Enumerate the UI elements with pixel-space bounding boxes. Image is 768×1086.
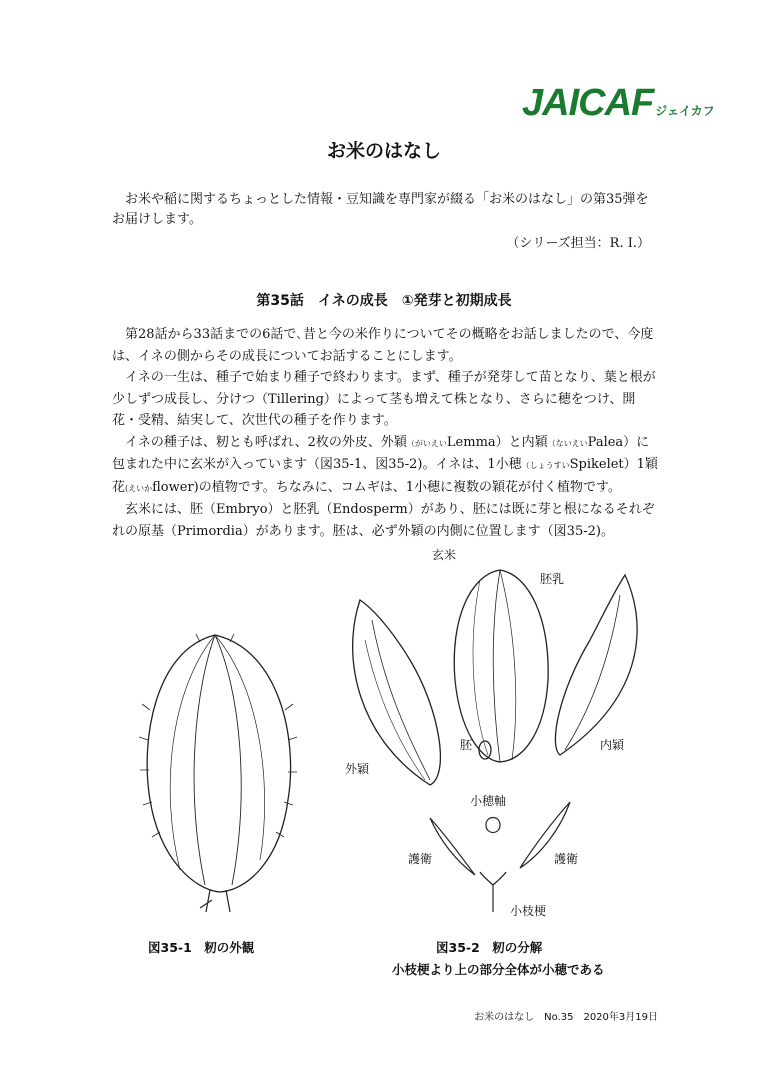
p3-part-d: Spikelet）1穎花: [112, 457, 658, 495]
paragraph-1: 第28話から33話までの6話で､昔と今の米作りについてその概略をお話しましたので、今度は、イネの側からその成長についてお話することにします。: [112, 327, 654, 364]
palea-illustration: [555, 575, 637, 755]
rice-grain-exterior-illustration: [139, 634, 297, 912]
paragraph-4: 玄米には、胚（Embryo）と胚乳（Endosperm）があり、胚には既に芽と根になるそれぞれの原基（Primordia）があります。胚は、必ず外穎の内側に位置します（図35-2)。: [112, 502, 655, 539]
glume-illustrations: [430, 802, 570, 912]
ruby-shousui: （しょうすい: [521, 461, 570, 470]
p3-part-b: Lemma）と内穎: [446, 434, 548, 450]
ruby-gaiei: （がいえい: [406, 438, 447, 448]
caption-fig-35-1: 図35-1 籾の外観: [148, 940, 255, 955]
intro-text: お米や稲に関するちょっとした情報・豆知識を専門家が綴る「お米のはなし」の第35弾をお届けします。: [112, 192, 649, 227]
paragraph-2: イネの一生は、種子で始まり種子で終わります。まず、種子が発芽して苗となり、葉と根が少しずつ成長し、分けつ（Tillering）によって茎も増えて株となり、さらに穂をつけ、開花・受精、結実して、次世代の種子を作ります。: [112, 370, 656, 428]
logo-kana: ジェイカフ: [655, 104, 715, 118]
label-goei-right: 護衛: [554, 852, 579, 866]
jaicaf-logo: [522, 84, 715, 122]
label-shoshikou: 小枝梗: [510, 904, 547, 918]
p3-part-c: Palea）に包まれた中に玄米が入っています（図35-1、図35-2)。イネは、1小穂: [112, 434, 650, 472]
p3-part-a: イネの種子は、籾とも呼ばれ、2枚の外皮、外穎: [125, 434, 407, 450]
paragraph-3: [112, 432, 658, 500]
label-naiei: 内穎: [600, 738, 625, 752]
label-hainyu: 胚乳: [540, 572, 565, 586]
brown-rice-illustration: [454, 570, 548, 762]
ruby-eika: (えいか: [125, 483, 153, 493]
label-genmai: 玄米: [432, 548, 457, 562]
series-credit: （シリーズ担当：R. I.）: [506, 236, 650, 251]
label-shousuijiku: 小穂軸: [470, 794, 507, 808]
p3-part-e: flower)の植物です。ちなみに、コムギは、1小穂に複数の穎花が付く植物です。: [152, 479, 621, 495]
lemma-illustration: [353, 600, 441, 785]
article-body: [112, 324, 658, 542]
figure-area: [0, 540, 768, 940]
label-goei-left: 護衛: [408, 852, 433, 866]
page-footer: お米のはなし No.35 2020年3月19日: [474, 1012, 658, 1023]
label-hai: 胚: [460, 738, 473, 752]
page-title: お米のはなし: [326, 140, 441, 162]
label-gaiei: 外穎: [345, 762, 370, 776]
caption-fig-35-2: 図35-2 籾の分解: [436, 940, 543, 955]
episode-title: 第35話 イネの成長 ①発芽と初期成長: [256, 293, 512, 309]
caption-fig-35-2-sub: 小枝梗より上の部分全体が小穂である: [392, 962, 605, 977]
rice-figures: [0, 540, 768, 940]
ruby-naiei: （ないえい: [547, 438, 588, 448]
logo-text: JAICAF: [522, 82, 654, 124]
